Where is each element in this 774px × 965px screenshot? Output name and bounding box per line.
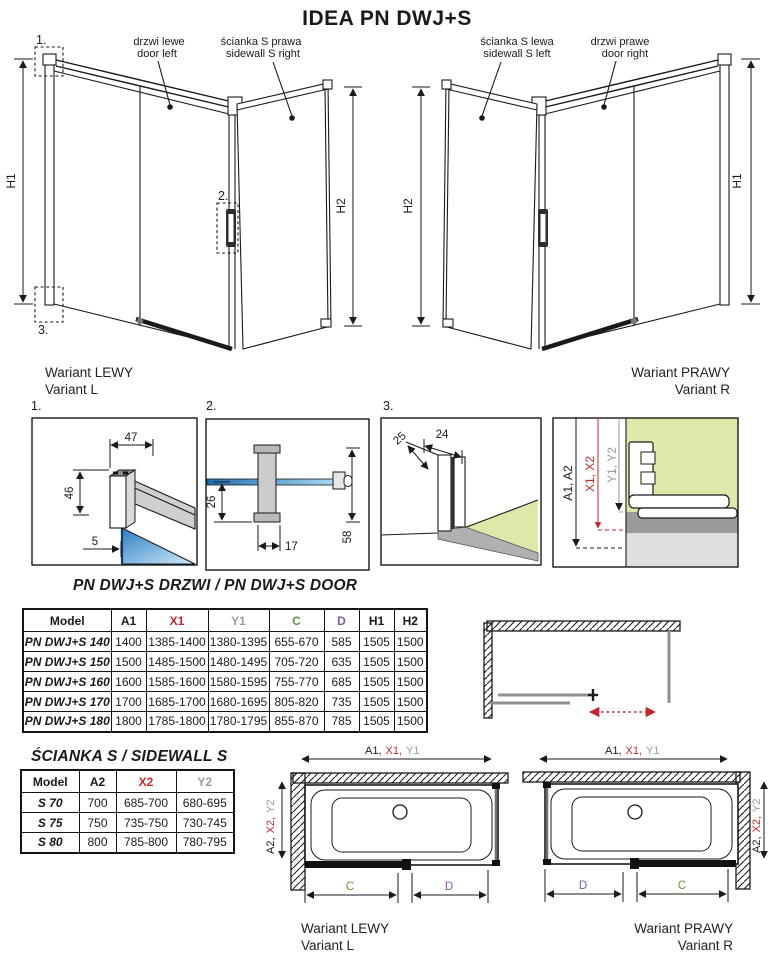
dim-h2-right-variant: H2 [401,198,415,214]
detail-1-label: 1. [31,399,42,413]
table-row [21,793,234,813]
variant-left-linework [14,54,362,349]
callout-2-label: 2. [218,189,229,203]
cell: 785-800 [116,833,176,853]
sidewall-col-model: Model [21,770,79,793]
variant-right-linework [412,54,760,349]
variant-left-caption [45,365,133,398]
cell: 1505 [359,652,394,672]
cell: 1505 [359,672,394,692]
cell: 705-720 [269,652,324,672]
door-col-x1: X1 [146,609,208,632]
detail-4-dim-x1x2: X1, X2 [583,455,597,493]
door-table [22,608,428,733]
detail-3-floor-guide [378,398,543,575]
cell: 1485-1500 [146,652,208,672]
sidewall-col-a2: A2 [79,770,116,793]
detail-1-dim-47: 47 [124,432,138,444]
sidewall-table-header-row [21,770,234,793]
plan-right-caption [634,921,733,954]
plan-left-bathtub [305,785,498,865]
detail-2-dimensions [214,448,360,551]
cell: 1400 [111,632,146,652]
door-col-y1: Y1 [208,609,269,632]
table-row [23,652,427,672]
door-col-h2: H2 [394,609,427,632]
door-col-h1: H1 [359,609,394,632]
plan-view-left-variant [258,742,528,922]
page-title: IDEA PN DWJ+S [302,7,472,30]
cell-model: PN DWJ+S 150 [23,652,111,672]
plan-left-top-dim: A1, X1, Y1 [365,745,420,757]
detail-4-wall-section [548,398,774,575]
door-table-header-row [23,609,427,632]
svg-text:A2,X2,Y2: A2,X2,Y2 [751,798,763,853]
sidewall-col-x2: X2 [116,770,176,793]
cell: 1500 [394,712,427,732]
door-col-model: Model [23,609,111,632]
cell-model: S 75 [21,813,79,833]
cell: 1500 [394,692,427,712]
cell: 1505 [359,712,394,732]
label-door-left-en: door left [137,48,177,60]
table-row [23,712,427,732]
detail-4-drawing [553,418,738,567]
plan-right-bathtub [545,784,738,864]
detail-1-drawing [110,470,195,564]
door-col-d: D [324,609,359,632]
detail-1-dim-5: 5 [91,536,99,548]
detail-1-dim-46: 46 [64,486,76,500]
cell: 1500 [394,672,427,692]
plan-right-caption-en: Variant R [677,937,733,953]
label-sidewall-right-en: sidewall S right [226,48,300,60]
cell: 1800 [111,712,146,732]
plan-left-caption-en: Variant L [301,937,355,953]
table-row [23,632,427,652]
cell: 755-770 [269,672,324,692]
cell: 700 [79,793,116,813]
detail-1-wall-profile [25,398,205,575]
plan-left-caption-pl: Wariant LEWY [301,921,390,936]
door-col-c: C [269,609,324,632]
cell: 1505 [359,632,394,652]
cell: 1780-1795 [208,712,269,732]
variant-right-caption-pl: Wariant PRAWY [631,365,730,380]
detail-3-dim-24: 24 [435,429,449,441]
isometric-drawings [0,30,774,402]
cell: 1700 [111,692,146,712]
callout-boxes [35,47,238,322]
cell-model: PN DWJ+S 170 [23,692,111,712]
cell: 685-700 [116,793,176,813]
label-sidewall-left-en: sidewall S left [483,48,551,60]
cell-model: PN DWJ+S 180 [23,712,111,732]
label-sidewall-right-pl: ścianka S prawa [220,36,302,48]
cell: 1580-1595 [208,672,269,692]
plan-left-side-dim [265,800,277,855]
cell: 1505 [359,692,394,712]
cell: 730-745 [176,813,234,833]
cell: 1480-1495 [208,652,269,672]
sidewall-table-heading: ŚCIANKA S / SIDEWALL S [31,748,228,765]
dim-h1-left-variant: H1 [4,173,18,189]
svg-text:A2,X2,Y2: A2,X2,Y2 [265,799,277,854]
detail-4-dim-y1y2: Y1, Y2 [605,447,619,483]
cell: 1500 [394,632,427,652]
detail-3-drawing [381,455,538,561]
variant-left-caption-pl: Wariant LEWY [45,365,134,380]
cell: 1500 [111,652,146,672]
plan-right-top-dim: A1, X1, Y1 [605,745,660,757]
cell-model: PN DWJ+S 140 [23,632,111,652]
cell: 655-670 [269,632,324,652]
label-sidewall-left-pl: ścianka S lewa [480,36,554,48]
detail-4-dim-a1a2: A1, A2 [561,465,575,501]
door-col-a1: A1 [111,609,146,632]
label-door-left-pl: drzwi lewe [133,36,185,48]
plan-right-side-dim [751,799,763,854]
cell: 780-795 [176,833,234,853]
cell: 1785-1800 [146,712,208,732]
cell-model: S 80 [21,833,79,853]
cell: 785 [324,712,359,732]
detail-2-dim-17: 17 [285,541,298,553]
callout-3-label: 3. [38,323,49,337]
detail-3-label: 3. [383,399,394,413]
cell-model: PN DWJ+S 160 [23,672,111,692]
cell-model: S 70 [21,793,79,813]
detail-3-dim-25: 25 [391,430,409,448]
plan-left-caption [301,921,389,954]
detail-2-drawing [207,445,352,522]
cell: 1500 [394,652,427,672]
cell: 635 [324,652,359,672]
plan-view-right-variant [520,742,774,922]
variant-right-caption-en: Variant R [674,381,730,397]
cell: 585 [324,632,359,652]
cell: 800 [79,833,116,853]
detail-2-handle [200,398,380,575]
cell: 855-870 [269,712,324,732]
table-row [23,672,427,692]
variant-left-caption-en: Variant L [45,381,99,397]
cell: 685 [324,672,359,692]
table-row [23,692,427,712]
detail-2-label: 2. [206,399,217,413]
plan-left-dim-c: C [345,881,355,893]
cell: 1600 [111,672,146,692]
plan-left-dim-d: D [444,881,454,893]
plan-right-caption-pl: Wariant PRAWY [634,921,733,936]
dim-h2-left-variant: H2 [334,198,348,214]
cell: 750 [79,813,116,833]
label-door-right-pl: drzwi prawe [590,36,650,48]
table-row [21,833,234,853]
variant-right-caption [631,365,730,398]
table-row [21,813,234,833]
cell: 1585-1600 [146,672,208,692]
cell: 680-695 [176,793,234,813]
plan-right-dim-c: C [677,880,687,892]
sliding-direction-sketch [480,600,760,730]
cell: 1685-1700 [146,692,208,712]
callout-1-label: 1. [36,33,47,47]
cell: 1385-1400 [146,632,208,652]
sidewall-table [20,769,235,854]
label-door-right-en: door right [601,48,649,60]
cell: 735 [324,692,359,712]
cell: 1380-1395 [208,632,269,652]
cell: 735-750 [116,813,176,833]
sidewall-col-y2: Y2 [176,770,234,793]
detail-2-dim-58: 58 [342,530,354,544]
cell: 805-820 [269,692,324,712]
dim-h1-right-variant: H1 [730,173,744,189]
detail-2-dim-26: 26 [206,495,218,509]
door-table-heading: PN DWJ+S DRZWI / PN DWJ+S DOOR [73,577,358,594]
sketch-panels [490,631,669,703]
plan-right-dim-d: D [578,880,588,892]
cell: 1680-1695 [208,692,269,712]
